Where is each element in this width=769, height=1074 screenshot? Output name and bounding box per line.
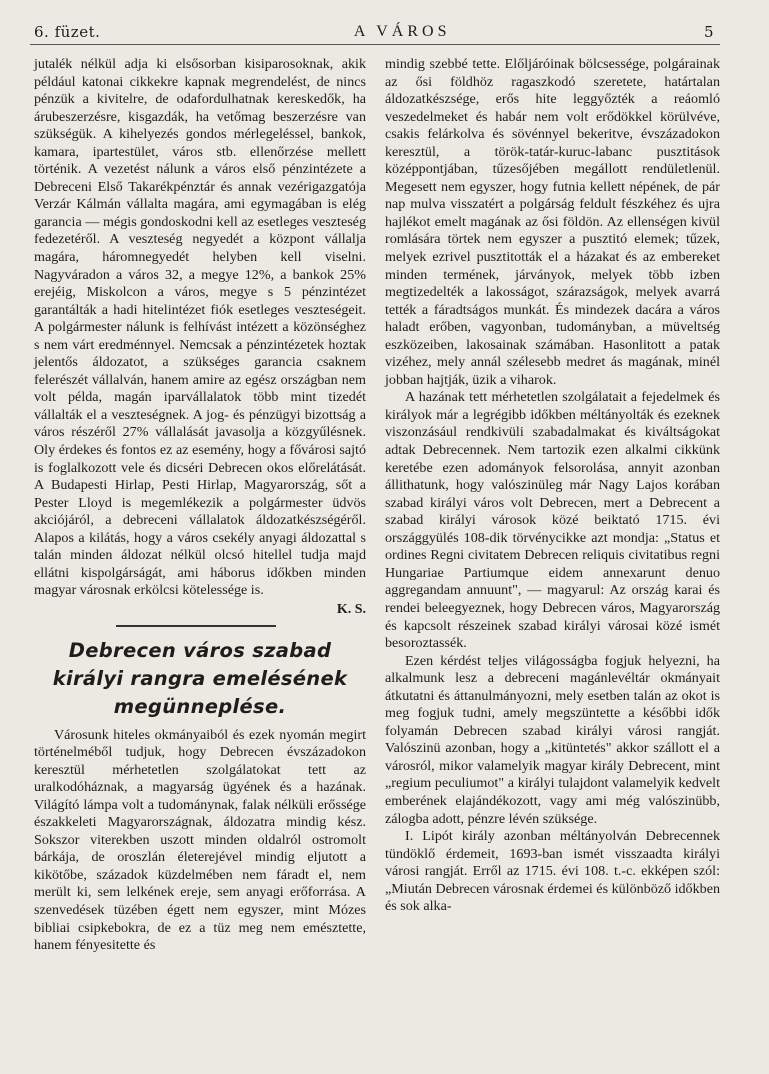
paragraph: A hazának tett mérhetetlen szolgálatait a fejedelmek és királyok már a legrégibb időkben méltányolták és ezeknek viszonzásául rendkivüli szabadalmakat és kiváltságokat adtak Debrecennek. Nem tartozik ezen alkalmi cikkünk keretébe ezen adományok felsorolása, annyit azonban állithatunk, hogy valószinüleg már Nagy Lajos korában szabad királyi város volt Debrecen, mert a Debrecent a szabad királyi városok közé beiktató 1715. évi országgyülés 108-dik törvénycikke azt mondja: „Status et ordines Regni civitatem Debrecen reliquis civitatibus regni Hungariae Partiumque eidem annexarunt denuo aggregandam annuunt", — magyarul: Az ország karai és rendei beleegyeznek, hogy Debrecen város, Magyarország és kapcsolt részeinek szabad királyi városai közé ismét besoroztassék. xyxy=(385,389,720,652)
paragraph: Városunk hiteles okmányaiból és ezek nyomán megirt történelméből tudjuk, hogy Debrecen évszázadokon keresztül mérhetetlen szolgálatokat tett az uralkodóháznak, a magyarság ügyének és a hazának. Világító lámpa volt a tudománynak, falak nélküli erőssége északkeleti Magyarországnak, áldozatra mindig kész. Sokszor viterekben uszott minden oldalról ostromolt bárkája, de oroszlán életerejével mindig eljutott a kikötőbe, századok küzdelmében nem fáradt el, nem merült ki, sem lelkének ereje, sem anyagi erőforrása. A szenvedések tüzében égett nem egyszer, mint Mózes bibliai csipkebokra, de ez a tüz meg nem emésztette, hanem fényesitette és xyxy=(34,726,366,954)
article-title: Debrecen város szabad királyi rangra emelésének megünneplése. xyxy=(52,638,348,718)
article-separator xyxy=(116,625,276,627)
issue-number: 6. füzet. xyxy=(34,23,101,41)
journal-title: A VÁROS xyxy=(353,23,451,40)
header-rule xyxy=(30,44,720,45)
right-column xyxy=(385,56,720,916)
paragraph: mindig szebbé tette. Előljáróinak bölcsessége, polgárainak az ősi földhöz ragaszkodó szeretete, határtalan áldozatkészsége, erős hite leggyőzték a reáomló veszedelmeket és habár nem volt erődökkel körülvéve, csakis felárkolva és sövénnyel bekeritve, évszázadokon keresztül, a török-tatár-kuruc-labanc pusztitások középpontjában, tűzesőjében megállott rendületlenül. Megesett nem egyszer, hogy futnia kellett népének, de pár nap mulva visszatért a polgárság feldult fészkéhez és ujra hajlékot emelt magának az ősi földön. Az ellenségen kivül romlására törtek nem egyszer a pusztitó elemek; tűzek, melyek ezrivel pusztitották el a házakat és az embereket minden termének, járványok, melyek több izben megtizedelték a lakosságot, szárazságok, melyek avarrá tették a fáradtságos munkát. És mindezek dacára a város haladt erőben, vagyonban, tudományban, a müveltség eszközeiben, lakosainak számában. Hasonlitott a patak vizéhez, mely annál szélesebb medret ás magának, minél jobban hajtják, üzik a viharok. xyxy=(385,56,720,388)
paragraph: I. Lipót király azonban méltányolván Debrecennek tündöklő érdemeit, 1693-ban ismét visszaadta királyi városi rangját. Erről az 1715. évi 108. t.-c. ekképen szól: „Miután Debrecen városnak érdemei és különböző időkben és sok alka- xyxy=(385,828,721,915)
left-column xyxy=(34,56,366,955)
author-signature: K. S. xyxy=(336,601,366,617)
page-number: 5 xyxy=(703,23,714,41)
paragraph: jutalék nélkül adja ki elsősorban kisiparosoknak, akik például katonai cikkekre kapnak megrendelést, de nincs pénzük a kivitelre, de odafordulhatnak kereskedők, ha árubeszerzésre, kisgazdák, ha vetőmag beszerzésre van szükségük. A kihelyezés gondos mérlegeléssel, bankok, kamara, ipartestület, város stb. ellenőrzése mellett történik. A vezetést nálunk a város első pénzintézete a Debreceni Első Takarékpénztár és annak vezérigazgatója Verzár Kálmán vállalta magára, ami egymagában is elég garancia — mégis gondoskodni kell az esetleges veszteség fedezetéről. A veszteség negyedét a központ vállalja magára, háromnegyedét helyben kell viselni. Nagyváradon a város 32, a megye 12%, a bankok 25% erejéig, Miskolcon a város, megye s 5 pénzintézet garantálták a hadi hitelintézet fiók esetleges veszteségeit. A polgármester nálunk is felhívást intézett a közönséghez s nem várt eredménnyel. Nemcsak a pénzintézetek hoztak jelentős áldozatot, a szükséges garancia csaknem felerészét vállalván, hanem amire az egész országban nem volt példa, magán iparvállalatok több mint tizedét vállalták el a veszteségnek. A jog- és pénzügyi bizottság a város részéről 27% vállalását javasolja a közgyűlésnek. Oly érdekes és fontos ez az esemény, hogy a fővárosi sajtó is foglalkozott vele és dicséri Debrecen okos előrelátását. A Budapesti Hirlap, Pesti Hirlap, Magyarország, sőt a Pester Lloyd is megemlékezik a polgármester üdvös akciójáról, a debreceni vállalatok áldozatkészségéről. Alapos a kilátás, hogy a város csekély anyagi áldozattal s talán minden áldozat nélkül olcsó hitellel tudja majd ellátni kispolgárságát, ami háborus időkben minden magyar városnak erkölcsi kötelessége is. xyxy=(34,56,366,599)
paragraph: Ezen kérdést teljes világosságba fogjuk helyezni, ha alkalmunk lesz a debreceni magánlevéltár okmányait átkutatni és áttanulmányozni, mely esetben talán az okot is meg fogjuk tudni, amely megszüntette a későbbi idők folyamán Debrecen szabad királyi városi rangját. Valószinü azonban, hogy a „kitüntetés" akkor szállott el a városról, mikor valamelyik magyar király Debrecent, mint „regium peculiumot" a királyi tulajdont valamelyik kedvelt emberének elajándékozott, vagy ami még valószinübb, zálogba adott, pénzre lévén szüksége. xyxy=(385,652,720,827)
page-header xyxy=(34,21,714,43)
